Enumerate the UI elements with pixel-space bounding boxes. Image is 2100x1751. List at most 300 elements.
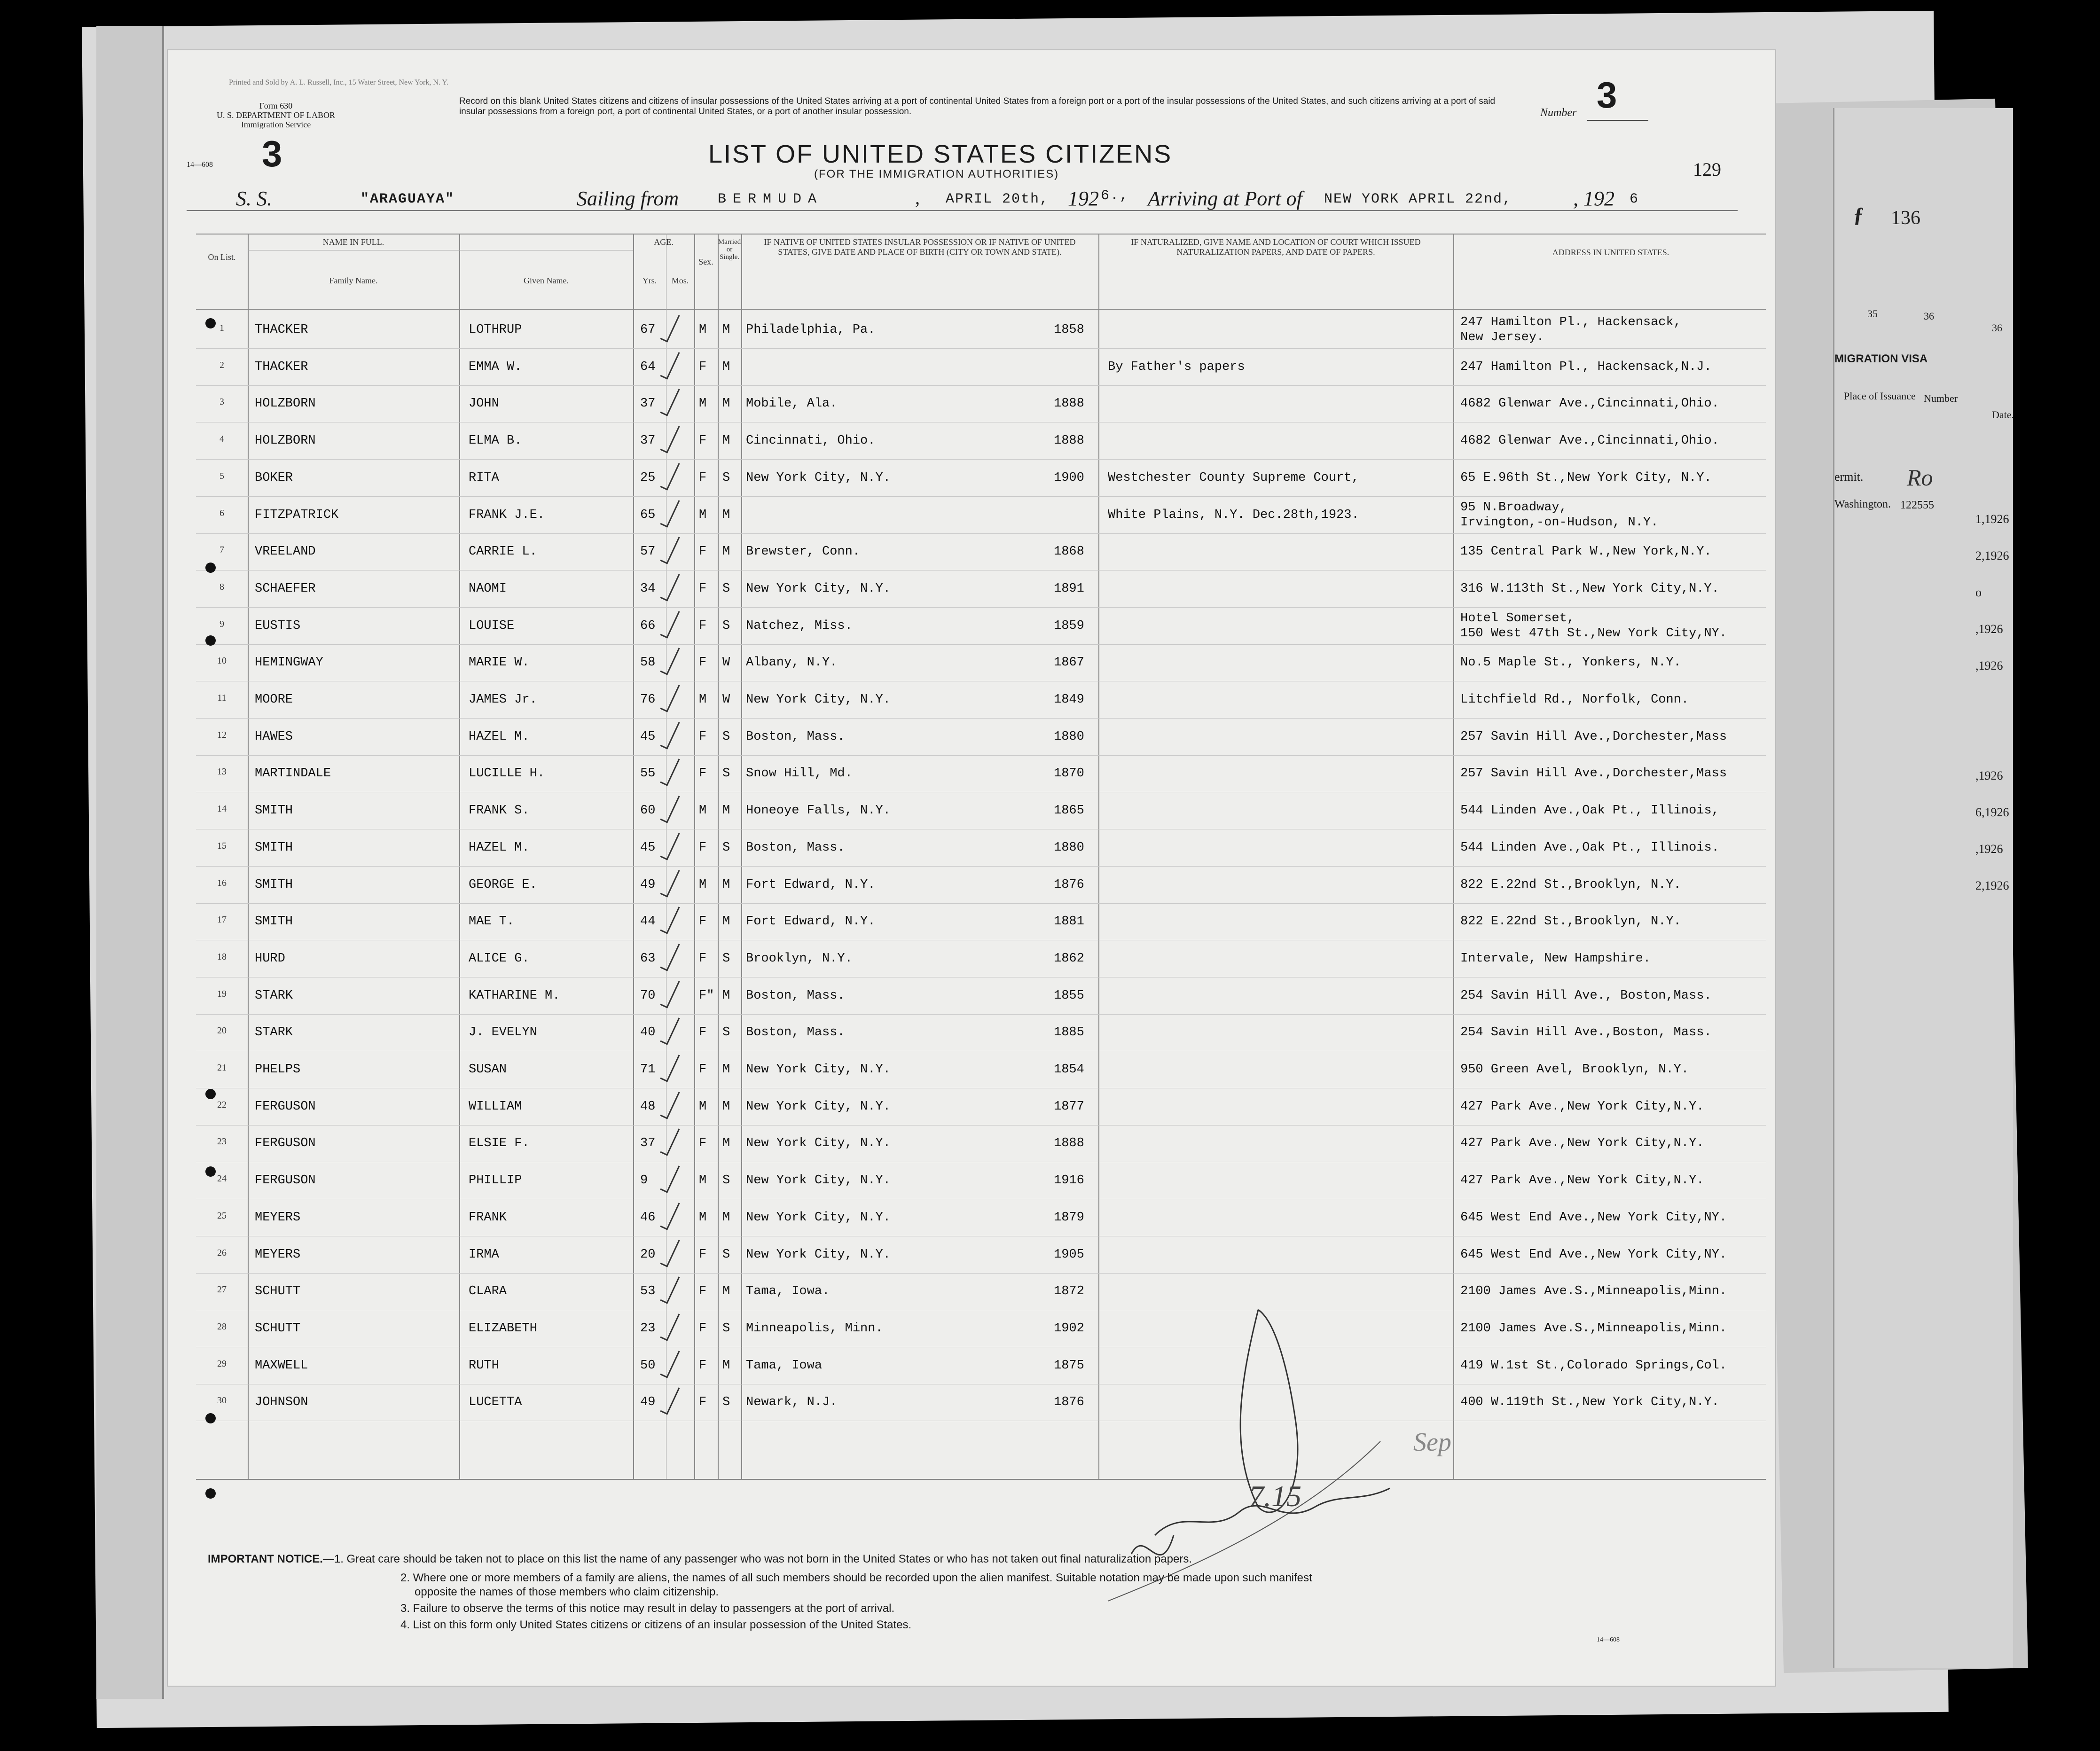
cell-family: THACKER [255, 323, 308, 337]
cell-family: SMITH [255, 877, 293, 892]
cell-given: GEORGE E. [469, 877, 537, 892]
voyage-underline [187, 210, 1738, 211]
hdr-mos: Mos. [671, 276, 689, 285]
cell-no: 11 [217, 693, 227, 703]
cell-age: 66 [640, 618, 656, 633]
cell-birth-place: Boston, Mass. [746, 840, 845, 855]
cell-birth-place: Cincinnati, Ohio. [746, 434, 876, 448]
cell-given: FRANK S. [469, 804, 530, 818]
punch-hole [205, 1089, 216, 1099]
cell-given: LOTHRUP [469, 323, 522, 337]
cell-age: 53 [640, 1284, 656, 1299]
cell-sex: M [699, 804, 707, 818]
cell-address: 822 E.22nd St.,Brooklyn, N.Y. [1460, 915, 1681, 929]
table-header-rule [196, 309, 1766, 310]
cell-birth-place: Tama, Iowa [746, 1358, 823, 1373]
cell-sex: F [699, 1025, 707, 1040]
cell-ms: S [722, 951, 730, 966]
cell-no: 26 [217, 1247, 227, 1258]
hdr-family-name: Family Name. [329, 276, 378, 285]
cell-no: 19 [217, 988, 227, 999]
right-date-entry: ,1926 [1975, 622, 2003, 636]
notice-item-1: —1. Great care should be taken not to place on this list the name of any passenger who was not born in the United States or who has not taken out final naturalization papers. [322, 1553, 1192, 1565]
arriving-label: Arriving at Port of [1148, 187, 1302, 210]
check-mark [660, 978, 680, 1008]
col-rule [633, 234, 634, 1479]
col-rule [718, 234, 719, 1479]
cell-sex: F [699, 1247, 707, 1262]
cell-family: VREELAND [255, 545, 316, 559]
right-col-36b: 36 [1992, 322, 2002, 334]
cell-given: HAZEL M. [469, 729, 530, 744]
cell-ms: M [722, 1210, 730, 1225]
cell-age: 37 [640, 397, 656, 411]
cell-given: IRMA [469, 1247, 499, 1262]
cell-ms: M [722, 508, 730, 522]
cell-birth-year: 1875 [1054, 1358, 1084, 1373]
cell-address: 4682 Glenwar Ave.,Cincinnati,Ohio. [1460, 397, 1719, 411]
cell-birth-year: 1902 [1054, 1321, 1084, 1336]
cell-given: SUSAN [469, 1063, 507, 1077]
cell-age: 63 [640, 951, 656, 966]
check-mark [660, 867, 680, 897]
right-date-entry: 6,1926 [1975, 805, 2009, 819]
number-label: Number [1540, 107, 1577, 119]
cell-address: 400 W.119th St.,New York City,N.Y. [1460, 1395, 1719, 1410]
cell-given: CLARA [469, 1284, 507, 1299]
cell-address: 2100 James Ave.S.,Minneapolis,Minn. [1460, 1284, 1727, 1299]
punch-hole [205, 1166, 216, 1177]
check-mark [660, 571, 680, 601]
cell-ms: M [722, 545, 730, 559]
cell-address: 257 Savin Hill Ave.,Dorchester,Mass [1460, 729, 1727, 744]
page-title: LIST OF UNITED STATES CITIZENS [708, 140, 1173, 168]
cell-ms: M [722, 1099, 730, 1114]
cell-address: 427 Park Ave.,New York City,N.Y. [1460, 1099, 1704, 1114]
cell-no: 7 [219, 545, 224, 555]
cell-age: 37 [640, 1136, 656, 1151]
cell-birth-place: Minneapolis, Minn. [746, 1321, 883, 1336]
cell-address: 254 Savin Hill Ave., Boston,Mass. [1460, 988, 1712, 1003]
cell-address: Intervale, New Hampshire. [1460, 951, 1651, 966]
cell-no: 24 [217, 1173, 227, 1184]
check-mark [660, 1052, 680, 1082]
printer-line: Printed and Sold by A. L. Russell, Inc., 15 Water Street, New York, N. Y. [229, 78, 448, 86]
cell-birth-year: 1859 [1054, 618, 1084, 633]
check-mark [660, 830, 680, 860]
cell-age: 48 [640, 1099, 656, 1114]
right-page-no: 136 [1891, 207, 1920, 229]
cell-birth-year: 1916 [1054, 1173, 1084, 1188]
cell-family: THACKER [255, 360, 308, 374]
row-rule [196, 385, 1766, 386]
cell-address: 4682 Glenwar Ave.,Cincinnati,Ohio. [1460, 434, 1719, 448]
cell-sex: M [699, 397, 707, 411]
cell-birth-year: 1849 [1054, 693, 1084, 707]
cell-family: MAXWELL [255, 1358, 308, 1373]
cell-family: SMITH [255, 915, 293, 929]
cell-sex: F [699, 766, 707, 781]
cell-given: J. EVELYN [469, 1025, 537, 1040]
row-rule [196, 496, 1766, 497]
cell-address-line2: 150 West 47th St.,New York City,NY. [1460, 626, 1727, 641]
cell-ms: M [722, 323, 730, 337]
cell-no: 10 [217, 656, 227, 666]
cell-age: 67 [640, 323, 656, 337]
check-mark [660, 497, 680, 527]
cell-family: PHELPS [255, 1063, 301, 1077]
cell-address: 257 Savin Hill Ave.,Dorchester,Mass [1460, 766, 1727, 781]
cell-birth-place: Tama, Iowa. [746, 1284, 830, 1299]
cell-family: FERGUSON [255, 1099, 316, 1114]
cell-no: 1 [219, 323, 224, 333]
cell-address: 65 E.96th St.,New York City, N.Y. [1460, 470, 1712, 485]
cell-age: 65 [640, 508, 656, 522]
hdr-married: Married or Single. [718, 238, 741, 261]
right-visa-no: 122555 [1900, 499, 1934, 511]
cell-no: 16 [217, 877, 227, 888]
cell-birth-place: Boston, Mass. [746, 729, 845, 744]
cell-sex: F [699, 915, 707, 929]
cell-birth-place: Boston, Mass. [746, 1025, 845, 1040]
cell-age: 64 [640, 360, 656, 374]
check-mark [660, 756, 680, 786]
cell-ms: S [722, 618, 730, 633]
cell-address: 95 N.Broadway, [1460, 500, 1567, 515]
left-edge-sheet [96, 26, 164, 1699]
cell-no: 2 [219, 360, 224, 370]
hdr-age: AGE. [654, 237, 674, 247]
cell-family: FERGUSON [255, 1136, 316, 1151]
cell-given: ELMA B. [469, 434, 522, 448]
cell-nat: White Plains, N.Y. Dec.28th,1923. [1108, 508, 1359, 522]
cell-family: HOLZBORN [255, 434, 316, 448]
cell-address: 950 Green Avel, Brooklyn, N.Y. [1460, 1063, 1689, 1077]
cell-birth-place: New York City, N.Y. [746, 581, 891, 596]
right-date-entry: 1,1926 [1975, 512, 2009, 526]
cell-given: LUCETTA [469, 1395, 522, 1410]
notice-item-3: 3. Failure to observe the terms of this notice may result in delay to passengers at the port of arrival. [400, 1602, 895, 1615]
ship-name: "ARAGUAYA" [360, 191, 455, 207]
cell-sex: F [699, 656, 707, 670]
cell-given: RUTH [469, 1358, 499, 1373]
hdr-address: ADDRESS IN UNITED STATES. [1552, 248, 1669, 257]
number-value: 3 [1597, 74, 1617, 116]
row-rule [196, 570, 1766, 571]
check-mark [660, 904, 680, 934]
cell-age: 58 [640, 656, 656, 670]
cell-sex: F [699, 1063, 707, 1077]
cell-address: Litchfield Rd., Norfolk, Conn. [1460, 693, 1689, 707]
cell-age: 57 [640, 545, 656, 559]
cell-age: 49 [640, 877, 656, 892]
year-1-suffix: 6., [1101, 188, 1129, 204]
cell-no: 27 [217, 1284, 227, 1295]
check-mark [660, 645, 680, 675]
cell-family: SMITH [255, 804, 293, 818]
year-1: 192 [1068, 187, 1099, 210]
cell-age: 76 [640, 693, 656, 707]
cell-nat: Westchester County Supreme Court, [1108, 470, 1359, 485]
handwritten-note-ro: Ro [1907, 464, 1933, 491]
cell-age: 50 [640, 1358, 656, 1373]
hdr-native: IF NATIVE OF UNITED STATES INSULAR POSSESSION OR IF NATIVE OF UNITED STATES, GIVE DATE AND PLACE OF BIRTH (CITY OR TOWN AND STATE). [764, 237, 1076, 257]
cell-birth-year: 1881 [1054, 915, 1084, 929]
cell-birth-place: New York City, N.Y. [746, 693, 891, 707]
cell-sex: M [699, 508, 707, 522]
row-rule [196, 348, 1766, 349]
cell-ms: S [722, 840, 730, 855]
cell-given: ELSIE F. [469, 1136, 530, 1151]
cell-no: 12 [217, 729, 227, 740]
cell-address-line2: Irvington,-on-Hudson, N.Y. [1460, 515, 1659, 530]
cell-sex: M [699, 323, 707, 337]
cell-age: 34 [640, 581, 656, 596]
cell-birth-year: 1877 [1054, 1099, 1084, 1114]
cell-ms: S [722, 1025, 730, 1040]
cell-address: 544 Linden Ave.,Oak Pt., Illinois. [1460, 840, 1719, 855]
cell-age: 40 [640, 1025, 656, 1040]
footer-code: 14—608 [1597, 1636, 1620, 1643]
row-rule [196, 607, 1766, 608]
cell-age: 44 [640, 915, 656, 929]
cell-ms: S [722, 729, 730, 744]
cell-birth-year: 1858 [1054, 323, 1084, 337]
handwritten-note-sep: Sep [1413, 1428, 1451, 1457]
cell-address: No.5 Maple St., Yonkers, N.Y. [1460, 656, 1681, 670]
cell-age: 45 [640, 729, 656, 744]
cell-age: 60 [640, 804, 656, 818]
record-instructions: Record on this blank United States citizens and citizens of insular possessions of the United States arriving at a port of continental United States from a foreign port or a port of the insular possessions of the United States, and such citizens arriving at a port of said insular possessions from a foreign port, a port of continental United States, or a port of another insular possession. [459, 96, 1496, 117]
right-date-entry: 2,1926 [1975, 879, 2009, 892]
cell-age: 25 [640, 470, 656, 485]
cell-no: 23 [217, 1136, 227, 1147]
cell-birth-year: 1867 [1054, 656, 1084, 670]
cell-no: 9 [219, 618, 224, 629]
cell-sex: M [699, 877, 707, 892]
cell-given: MARIE W. [469, 656, 530, 670]
cell-sex: F [699, 729, 707, 744]
cell-birth-year: 1868 [1054, 545, 1084, 559]
col-rule [459, 234, 460, 1479]
cell-sex: F [699, 470, 707, 485]
cell-birth-year: 1870 [1054, 766, 1084, 781]
cell-given: HAZEL M. [469, 840, 530, 855]
cell-family: EUSTIS [255, 618, 301, 633]
cell-sex: F [699, 434, 707, 448]
cell-family: MEYERS [255, 1210, 301, 1225]
cell-birth-year: 1888 [1054, 1136, 1084, 1151]
cell-birth-place: Mobile, Ala. [746, 397, 838, 411]
year-2: , 192 [1573, 187, 1614, 210]
cell-address: 2100 James Ave.S.,Minneapolis,Minn. [1460, 1321, 1727, 1336]
cell-birth-year: 1879 [1054, 1210, 1084, 1225]
cell-sex: F [699, 1321, 707, 1336]
hdr-yrs: Yrs. [642, 276, 657, 285]
notice-label: IMPORTANT NOTICE. [208, 1553, 323, 1565]
cell-no: 30 [217, 1395, 227, 1406]
cell-family: MOORE [255, 693, 293, 707]
cell-birth-place: New York City, N.Y. [746, 1136, 891, 1151]
right-place-label: Place of Issuance [1844, 390, 1916, 402]
cell-birth-place: New York City, N.Y. [746, 1063, 891, 1077]
cell-birth-place: Fort Edward, N.Y. [746, 877, 876, 892]
cell-ms: S [722, 1395, 730, 1410]
cell-birth-year: 1855 [1054, 988, 1084, 1003]
cell-no: 5 [219, 470, 224, 481]
cell-ms: S [722, 766, 730, 781]
sailing-label: Sailing from [577, 187, 679, 210]
cell-address: 316 W.113th St.,New York City,N.Y. [1460, 581, 1719, 596]
right-col-35: 35 [1867, 308, 1878, 320]
row-rule [196, 866, 1766, 867]
cell-birth-place: New York City, N.Y. [746, 1210, 891, 1225]
check-mark [660, 793, 680, 823]
page-number: 129 [1693, 159, 1721, 180]
col-rule [694, 234, 695, 1479]
cell-address: 645 West End Ave.,New York City,NY. [1460, 1247, 1727, 1262]
row-rule [196, 459, 1766, 460]
form-line-3: Immigration Service [241, 120, 311, 129]
check-mark [660, 1385, 680, 1415]
cell-no: 29 [217, 1358, 227, 1369]
form-code: 14—608 [187, 161, 213, 169]
cell-birth-place: New York City, N.Y. [746, 1099, 891, 1114]
cell-family: HAWES [255, 729, 293, 744]
cell-given: JOHN [469, 397, 499, 411]
right-washington: Washington. [1834, 498, 1891, 510]
page-subtitle: (FOR THE IMMIGRATION AUTHORITIES) [814, 168, 1059, 180]
cell-ms: M [722, 915, 730, 929]
cell-no: 8 [219, 581, 224, 592]
comma-1: , [915, 187, 920, 208]
cell-birth-year: 1854 [1054, 1063, 1084, 1077]
cell-family: JOHNSON [255, 1395, 308, 1410]
cell-birth-year: 1862 [1054, 951, 1084, 966]
cell-ms: M [722, 804, 730, 818]
cell-sex: F [699, 545, 707, 559]
cell-given: RITA [469, 470, 499, 485]
cell-given: MAE T. [469, 915, 515, 929]
cell-birth-year: 1876 [1054, 1395, 1084, 1410]
row-rule [196, 903, 1766, 904]
ss-label: S. S. [236, 187, 272, 210]
cell-family: HOLZBORN [255, 397, 316, 411]
check-mark [660, 312, 680, 342]
form-block [215, 101, 337, 129]
cell-given: JAMES Jr. [469, 693, 537, 707]
cell-birth-year: 1900 [1054, 470, 1084, 485]
cell-age: 23 [640, 1321, 656, 1336]
check-mark [660, 1348, 680, 1378]
cell-birth-year: 1888 [1054, 434, 1084, 448]
cell-sex: M [699, 1210, 707, 1225]
right-date-entry: ,1926 [1975, 842, 2003, 856]
number-underline [1587, 120, 1648, 121]
cell-birth-place: Albany, N.Y. [746, 656, 838, 670]
cell-sex: F [699, 1284, 707, 1299]
cell-birth-year: 1876 [1054, 877, 1084, 892]
check-mark [660, 682, 680, 712]
cell-ms: S [722, 1247, 730, 1262]
cell-given: KATHARINE M. [469, 988, 560, 1003]
check-mark [660, 719, 680, 749]
cell-given: FRANK [469, 1210, 507, 1225]
cell-address: 822 E.22nd St.,Brooklyn, N.Y. [1460, 877, 1681, 892]
cell-birth-year: 1880 [1054, 729, 1084, 744]
cell-birth-place: Brewster, Conn. [746, 545, 861, 559]
right-col-36: 36 [1924, 310, 1934, 322]
cell-address-line2: New Jersey. [1460, 330, 1544, 344]
cell-birth-place: Newark, N.J. [746, 1395, 838, 1410]
cell-given: PHILLIP [469, 1173, 522, 1188]
punch-hole [205, 318, 216, 328]
year-2-suffix: 6 [1630, 191, 1639, 207]
cell-address: 419 W.1st St.,Colorado Springs,Col. [1460, 1358, 1727, 1373]
cell-given: FRANK J.E. [469, 508, 545, 522]
cell-given: WILLIAM [469, 1099, 522, 1114]
cell-address: Hotel Somerset, [1460, 611, 1575, 625]
cell-age: 70 [640, 988, 656, 1003]
cell-given: CARRIE L. [469, 545, 537, 559]
check-mark [660, 1200, 680, 1230]
cell-no: 28 [217, 1321, 227, 1332]
cell-family: SCHAEFER [255, 581, 316, 596]
row-rule [196, 533, 1766, 534]
punch-hole [205, 1488, 216, 1499]
cell-sex: F [699, 1395, 707, 1410]
cell-address: 544 Linden Ave.,Oak Pt., Illinois, [1460, 804, 1719, 818]
cell-family: STARK [255, 988, 293, 1003]
cell-address: 247 Hamilton Pl., Hackensack,N.J. [1460, 360, 1712, 374]
cell-address: 247 Hamilton Pl., Hackensack, [1460, 315, 1681, 329]
punch-hole [205, 1413, 216, 1423]
check-mark [660, 349, 680, 379]
cell-given: LOUISE [469, 618, 515, 633]
cell-no: 22 [217, 1099, 227, 1110]
cell-ms: S [722, 1173, 730, 1188]
notice-item-2: 2. Where one or more members of a family are aliens, the names of all such members should be recorded upon the alien manifest. Suitable notation may be made upon such manifest [400, 1571, 1312, 1584]
arrival-port-date: NEW YORK APRIL 22nd, [1324, 191, 1512, 207]
cell-family: MARTINDALE [255, 766, 331, 781]
right-list-no: ƒ [1853, 203, 1864, 227]
cell-age: 37 [640, 434, 656, 448]
cell-no: 6 [219, 508, 224, 518]
cell-address: 254 Savin Hill Ave.,Boston, Mass. [1460, 1025, 1712, 1040]
cell-sex: F [699, 1136, 707, 1151]
cell-sex: M [699, 1099, 707, 1114]
cell-no: 14 [217, 804, 227, 814]
cell-address: 645 West End Ave.,New York City,NY. [1460, 1210, 1727, 1225]
list-number: 3 [262, 133, 282, 174]
cell-ms: W [722, 656, 730, 670]
check-mark [660, 1015, 680, 1045]
col-rule [248, 234, 249, 1479]
cell-no: 17 [217, 915, 227, 925]
cell-birth-place: Fort Edward, N.Y. [746, 915, 876, 929]
check-mark [660, 1163, 680, 1193]
cell-ms: M [722, 434, 730, 448]
cell-ms: M [722, 1136, 730, 1151]
cell-sex: M [699, 1173, 707, 1188]
row-rule [196, 755, 1766, 756]
cell-nat: By Father's papers [1108, 360, 1245, 374]
cell-given: ALICE G. [469, 951, 530, 966]
right-date-entry: ,1926 [1975, 769, 2003, 782]
cell-given: ELIZABETH [469, 1321, 537, 1336]
cell-address: 427 Park Ave.,New York City,N.Y. [1460, 1173, 1704, 1188]
cell-birth-place: New York City, N.Y. [746, 470, 891, 485]
